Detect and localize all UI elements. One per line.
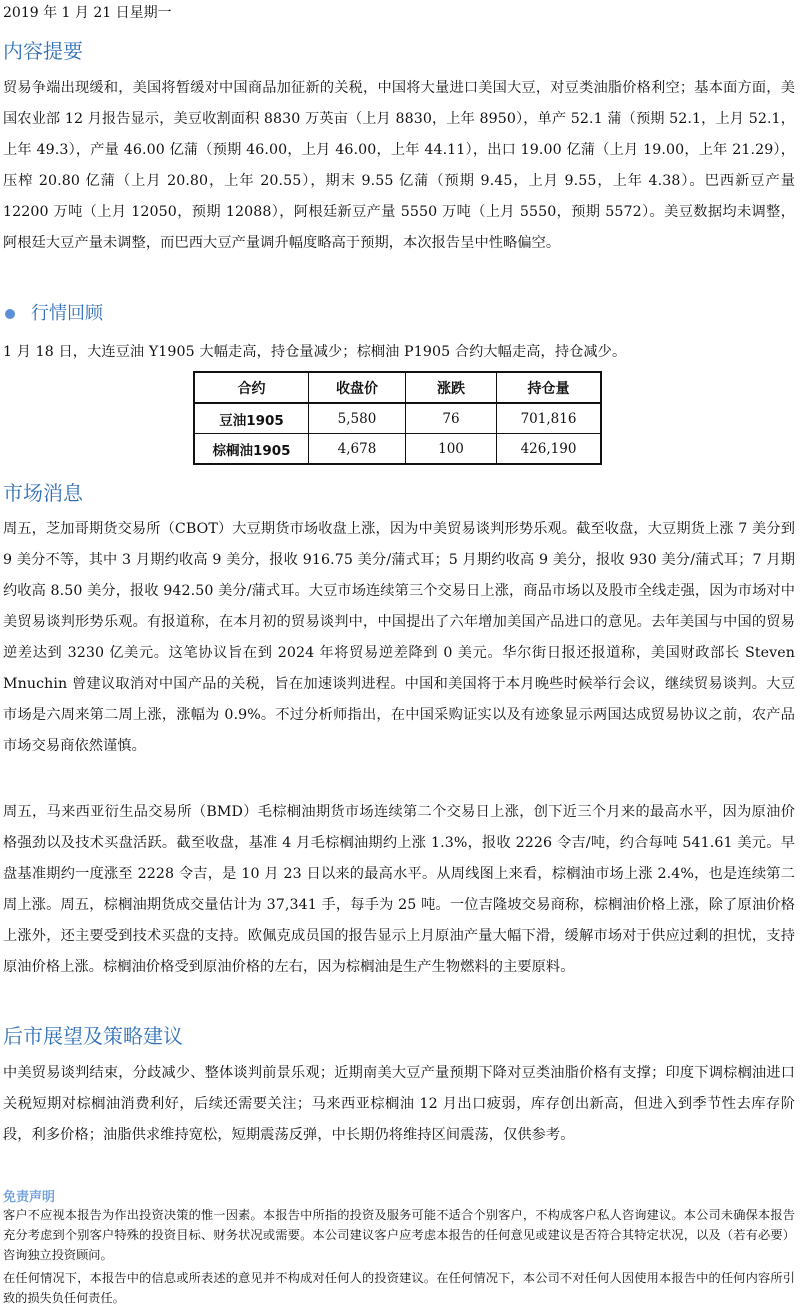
news-heading: 市场消息 [3, 481, 83, 505]
close-price: 4,678 [309, 434, 406, 465]
disclaimer-paragraph-1: 客户不应视本报告为作出投资决策的惟一因素。本报告中所指的投资及服务可能不适合个别客户，不构成客户私人咨询建议。本公司未确保本报告充分考虑到个别客户特殊的投资目标、财务状况或需要。本公司建议客户应考虑本报告的任何意见或建议是否符合其特定状况，以及（若有必要）咨询独立投资顾问。 [3, 1208, 795, 1262]
col-header-contract: 合约 [194, 372, 309, 403]
outlook-text: 中美贸易谈判结束，分歧减少、整体谈判前景乐观；近期南美大豆产量预期下降对豆类油脂价格有支撑；印度下调棕榈油进口关税短期对棕榈油消费利好，后续还需要关注；马来西亚棕榈油 12 月出口疲弱，库存创出新高，但进入到季节性去库存阶段，利多价格；油脂供求维持宽松，短期震荡反弹，中长期仍将维持区间震荡，仅供参考。 [3, 1065, 795, 1143]
table-row [194, 403, 601, 434]
review-text: 1 月 18 日，大连豆油 Y1905 大幅走高，持仓量减少；棕榈油 P1905 合约大幅走高，持仓减少。 [3, 344, 627, 360]
close-price: 5,580 [309, 403, 406, 434]
col-header-close: 收盘价 [309, 372, 406, 403]
contract-name: 棕榈油1905 [194, 434, 309, 465]
disclaimer-paragraph-2: 在任何情况下，本报告中的信息或所表述的意见并不构成对任何人的投资建议。在任何情况下，本公司不对任何人因使用本报告中的任何内容所引致的损失负任何责任。 [3, 1271, 795, 1305]
outlook-heading: 后市展望及策略建议 [3, 1024, 183, 1048]
news-paragraph-2: 周五，马来西亚衍生品交易所（BMD）毛棕榈油期货市场连续第二个交易日上涨，创下近三个月来的最高水平，因为原油价格强劲以及技术买盘活跃。截至收盘，基准 4 月毛棕榈油期约上涨 1.3%，报收 2226 令吉/吨，约合每吨 541.61 美元。早盘基准期约一度涨至 2228 令吉，是 10 月 23 日以来的最高水平。从周线图上来看，棕榈油市场上涨 2.4%，也是连续第二周上涨。周五，棕榈油期货成交量估计为 37,341 手，每手为 25 吨。一位吉隆坡交易商称，棕榈油价格上涨，除了原油价格上涨外，还主要受到技术买盘的支持。欧佩克成员国的报告显示上月原油产量大幅下滑，缓解市场对于供应过剩的担忧，支持原油价格上涨。棕榈油价格受到原油价格的左右，因为棕榈油是生产生物燃料的主要原料。 [3, 804, 795, 975]
report-date: 2019 年 1 月 21 日星期一 [3, 5, 172, 21]
summary-text: 贸易争端出现缓和，美国将暂缓对中国商品加征新的关税，中国将大量进口美国大豆，对豆类油脂价格利空；基本面方面，美国农业部 12 月报告显示，美豆收割面积 8830 万英亩（上月 8830，上年 8950），单产 52.1 蒲（预期 52.1，上月 52.1，上年 49.3），产量 46.00 亿蒲（预期 46.00，上月 46.00，上年 44.11），出口 19.00 亿蒲（上月 19.00，上年 21.29），压榨 20.80 亿蒲（上月 20.80，上年 20.55），期末 9.55 亿蒲（预期 9.45，上月 9.55，上年 4.38）。巴西新豆产量 12200 万吨（上月 12050，预期 12088），阿根廷新豆产量 5550 万吨（上月 5550，预期 5572）。美豆数据均未调整，阿根廷大豆产量未调整，而巴西大豆产量调升幅度略高于预期，本次报告呈中性略偏空。 [3, 80, 795, 251]
contract-name: 豆油1905 [194, 403, 309, 434]
review-heading [3, 302, 103, 326]
price-change: 100 [406, 434, 497, 465]
col-header-change: 涨跌 [406, 372, 497, 403]
quote-table [193, 371, 602, 465]
price-change: 76 [406, 403, 497, 434]
bullet-dot-icon [5, 309, 15, 319]
summary-heading: 内容提要 [3, 39, 83, 63]
open-interest: 426,190 [497, 434, 602, 465]
news-paragraph-1: 周五，芝加哥期货交易所（CBOT）大豆期货市场收盘上涨，因为中美贸易谈判形势乐观。截至收盘，大豆期货上涨 7 美分到 9 美分不等，其中 3 月期约收高 9 美分，报收 916.75 美分/蒲式耳；5 月期约收高 9 美分，报收 930 美分/蒲式耳；7 月期约收高 8.50 美分，报收 942.50 美分/蒲式耳。大豆市场连续第三个交易日上涨，商品市场以及股市全线走强，因为市场对中美贸易谈判形势乐观。有报道称，在本月初的贸易谈判中，中国提出了六年增加美国产品进口的意见。去年美国与中国的贸易逆差达到 3230 亿美元。这笔协议旨在到 2024 年将贸易逆差降到 0 美元。华尔街日报还报道称，美国财政部长 Steven Mnuchin 曾建议取消对中国产品的关税，旨在加速谈判进程。中国和美国将于本月晚些时候举行会议，继续贸易谈判。大豆市场是六周来第二周上涨，涨幅为 0.9%。不过分析师指出，在中国采购证实以及有迹象显示两国达成贸易协议之前，农产品市场交易商依然谨慎。 [3, 521, 795, 754]
table-row [194, 434, 601, 465]
table-header-row [194, 372, 601, 403]
disclaimer-heading: 免责声明 [3, 1190, 56, 1205]
col-header-open-interest: 持仓量 [497, 372, 602, 403]
review-heading-label: 行情回顾 [31, 303, 103, 324]
open-interest: 701,816 [497, 403, 602, 434]
